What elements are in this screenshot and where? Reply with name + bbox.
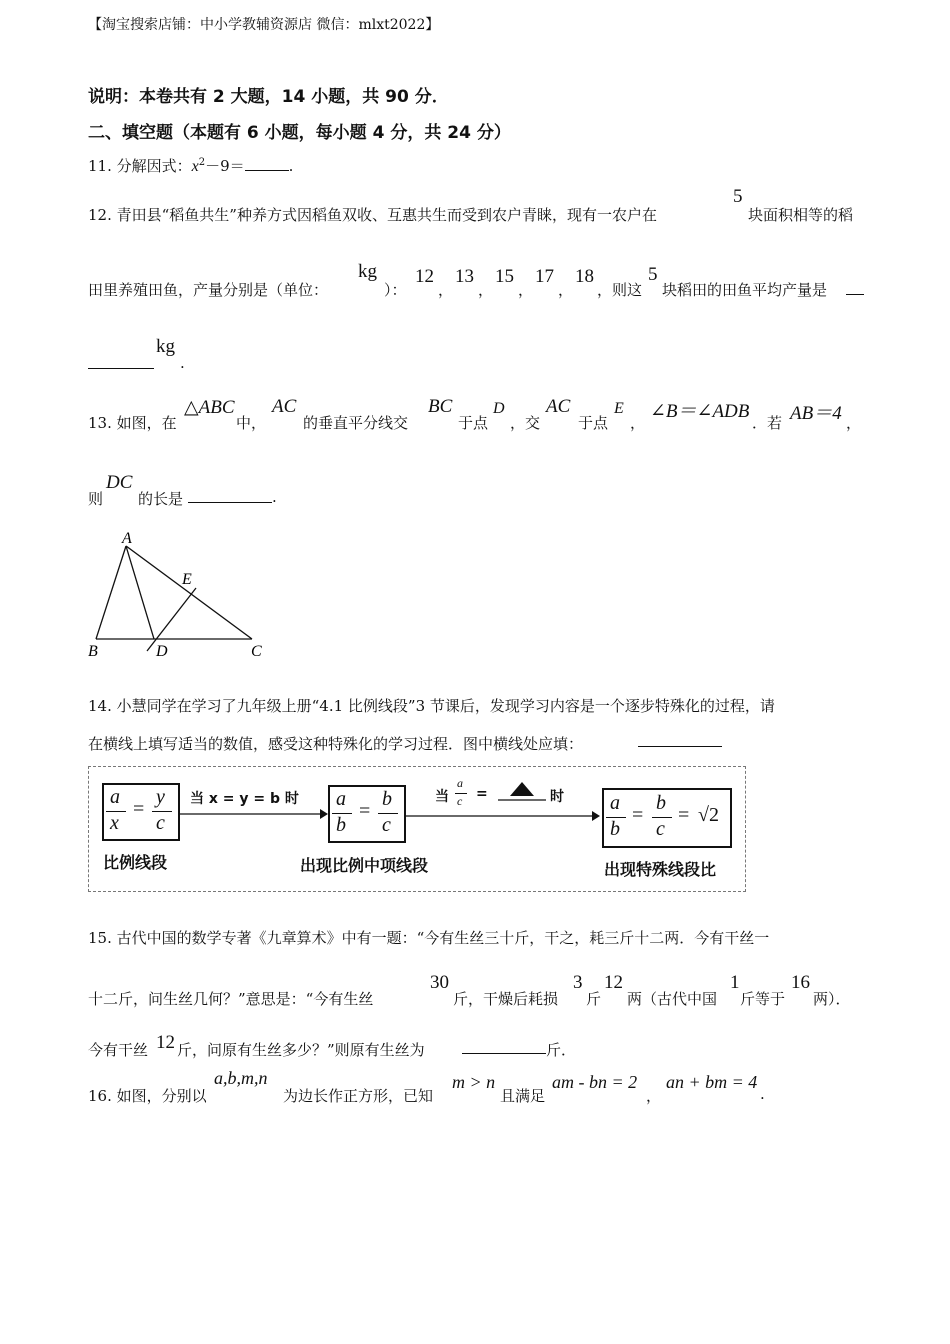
q12-comma-4: ， [558,281,574,299]
q15-line3a: 今有干丝 [88,1041,149,1059]
q13-ac: AC [272,396,297,417]
box3-sqrt2: √2 [698,804,719,826]
q11-exponent: 2 [198,157,206,168]
label-d: D [156,643,168,660]
arrow-right-icon [180,808,328,820]
q13-ze: 则 [88,490,104,508]
q16-text1: 为边长作正方形，已知 [283,1087,434,1105]
q13-text8: 的长是 [138,490,184,508]
q12-line1b: 块面积相等的稻 [748,206,854,224]
caption-proportional-segments: 比例线段 [103,853,168,872]
q15-line2e: 斤等于 [740,990,786,1008]
q13-text4: 于点 [578,414,609,432]
q12-value-4: 17 [535,266,554,287]
q13-text2: 于点 [458,414,489,432]
caption-mean-proportional: 出现比例中项线段 [300,856,429,875]
q15-num-12b: 12 [156,1032,175,1053]
q13-triangle: △ABC [184,397,235,418]
section-title: 二、填空题（本题有 6 小题，每小题 4 分，共 24 分） [88,123,511,143]
q12-value-3: 15 [495,266,514,287]
box1-equals: = [133,798,145,820]
q15-line2c: 斤 [586,990,602,1008]
q11-rest: －9＝ [205,157,245,175]
q13-triangle-figure [84,525,274,665]
box3-denominator-b: b [610,818,620,840]
q16-comma: ， [646,1087,662,1105]
q16-equation-2: an + bm = 4 [666,1072,758,1092]
q15-line3b: 斤，问原有生丝多少？”则原有生丝为 [177,1041,425,1059]
box2-numerator-b: b [382,788,392,810]
q13-bc: BC [428,396,453,417]
box1-numerator-a: a [110,786,120,808]
q14-answer-blank[interactable] [638,734,722,747]
q11-answer-blank[interactable] [245,158,289,171]
q12-num-5: 5 [733,186,743,207]
answer-placeholder-triangle-icon [498,780,546,802]
q13-zhong: 中， [236,414,267,432]
box3-equals-1: = [632,804,644,826]
arrow2-suffix: 时 [550,789,564,805]
q15-line3c: 斤． [546,1041,577,1059]
q13-text1: 的垂直平分线交 [303,414,409,432]
q12-num-5b: 5 [648,264,658,285]
q13-ab-value: AB＝4 [790,403,842,424]
q12-value-5: 18 [575,266,594,287]
q12-answer-blank-start[interactable] [846,282,864,295]
arrow2-equals: = [476,786,488,802]
q13-text7: ， [846,414,862,432]
q12-value-1: 12 [415,266,434,287]
q16-end: . [760,1085,765,1103]
q12-comma-2: ， [478,281,494,299]
question-11 [88,155,293,176]
box2-denominator-b: b [336,814,346,836]
watermark-header: 【淘宝搜索店铺：中小学教辅资源店 微信：mlxt2022】 [88,17,440,33]
q12-line2a: 田里养殖田鱼，产量分别是（单位： [88,281,329,299]
box3-numerator-a: a [610,792,620,814]
q12-line2b: ）： [384,281,407,299]
q16-prefix: 16. 如图，分别以 [88,1087,207,1105]
q13-ac-2: AC [546,396,571,417]
q13-dc: DC [106,472,133,493]
q11-var: x [191,158,199,175]
q12-answer-blank[interactable] [88,356,154,369]
segment-ac [126,546,252,639]
q15-num-16: 16 [791,972,810,993]
arrow-right-icon-2 [404,810,600,822]
box2-denominator-c: c [382,814,391,836]
exam-note: 说明：本卷共有 2 大题，14 小题，共 90 分． [88,87,449,107]
label-e: E [182,571,192,588]
box2-numerator-a: a [336,788,346,810]
q12-unit-kg-2: kg [156,336,175,357]
q13-text6: ．若 [752,414,783,432]
q13-prefix: 13. 如图，在 [88,414,177,432]
q12-line1: 12. 青田县“稻鱼共生”种养方式因稻鱼双收、互惠共生而受到农户青睐，现有一农户在 [88,206,657,224]
q12-value-2: 13 [455,266,474,287]
box3-denominator-c: c [656,818,665,840]
arrow2-numerator-a: a [457,776,463,790]
q15-line2b: 斤，干燥后耗损 [453,990,559,1008]
label-b: B [88,643,98,660]
q11-end: . [288,157,294,175]
box1-denominator-x: x [110,812,119,834]
q13-end: . [272,488,277,506]
box1-denominator-c: c [156,812,165,834]
q16-equation-1: am - bn = 2 [552,1072,638,1092]
q16-condition: m > n [452,1072,496,1092]
q15-num-1: 1 [730,972,740,993]
q15-line1: 15. 古代中国的数学专著《九章算术》中有一题：“今有生丝三十斤，干之，耗三斤十二两．今有干丝一 [88,929,770,947]
box2-equals: = [359,800,371,822]
arrow1-condition: 当 x = y = b 时 [190,791,299,807]
q13-point-e: E [614,400,624,417]
q16-variables: a,b,m,n [214,1068,268,1088]
q13-answer-blank[interactable] [188,490,272,503]
label-a: A [122,530,132,547]
box3-numerator-b: b [656,792,666,814]
q16-text2: 且满足 [500,1087,546,1105]
q12-unit-kg: kg [358,261,377,282]
q13-point-d: D [493,400,505,417]
q11-prefix: 11. 分解因式： [88,157,192,175]
box3-equals-2: = [678,804,690,826]
q14-line2: 在横线上填写适当的数值，感受这种特殊化的学习过程．图中横线处应填： [88,735,584,753]
segment-ad [126,546,154,639]
q12-comma-3: ， [518,281,534,299]
q14-line1: 14. 小慧同学在学习了九年级上册“4.1 比例线段”3 节课后，发现学习内容是一个逐步特殊化的过程，请 [88,697,775,715]
box1-numerator-y: y [156,786,165,808]
q15-num-3: 3 [573,972,583,993]
q15-num-30: 30 [430,972,449,993]
perpendicular-bisector-line [147,588,196,651]
q12-line2c: ，则这 [597,281,643,299]
q13-angle-condition: ∠B＝∠ADB [650,401,750,422]
arrow2-prefix: 当 [435,789,449,805]
label-c: C [251,643,262,660]
arrow2-denominator-c: c [457,794,463,808]
q15-num-12: 12 [604,972,623,993]
caption-special-segment-ratio: 出现特殊线段比 [604,860,717,879]
q15-line2a: 十二斤，问生丝几何？”意思是：“今有生丝 [88,990,374,1008]
q15-answer-blank[interactable] [462,1041,546,1054]
q12-comma-1: ， [438,281,454,299]
segment-ab [96,546,126,639]
q15-line2f: 两）． [813,990,851,1008]
q12-end: . [180,354,185,372]
q15-line2d: 两（古代中国 [627,990,718,1008]
q12-line2d: 块稻田的田鱼平均产量是 [662,281,828,299]
q13-text5: ， [630,414,646,432]
q13-text3: ，交 [510,414,541,432]
